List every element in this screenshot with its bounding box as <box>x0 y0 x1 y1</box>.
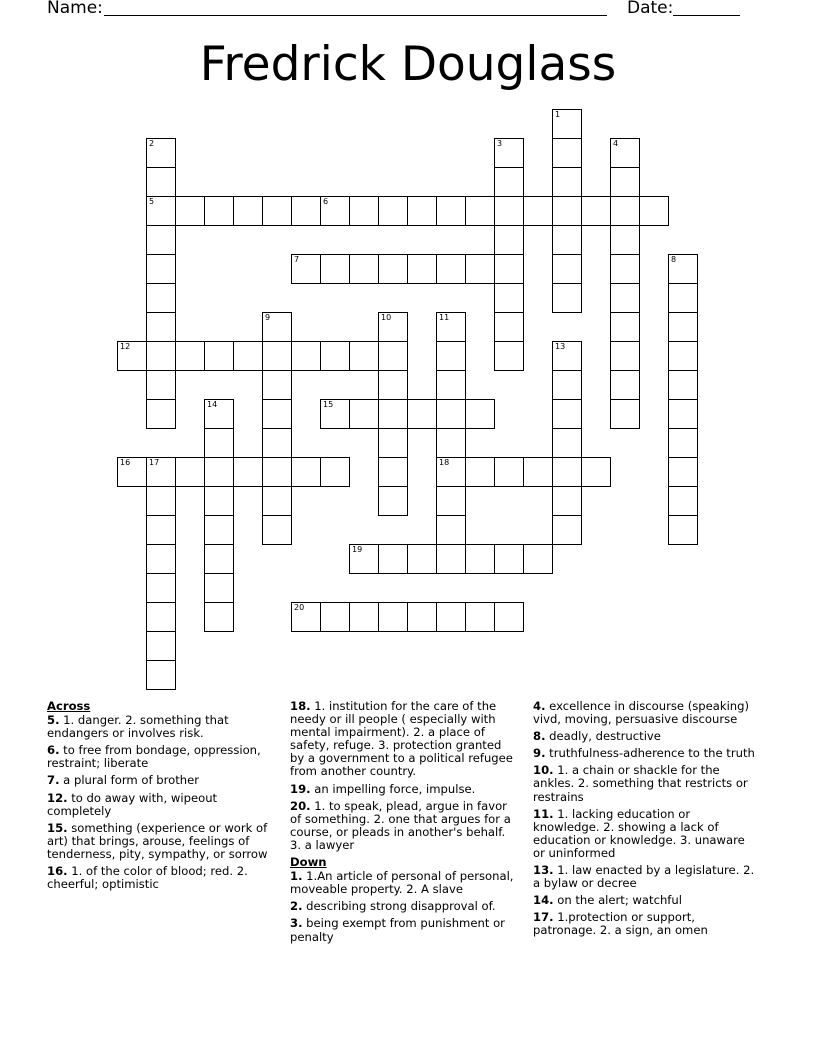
grid-cell[interactable] <box>668 399 698 429</box>
grid-cell[interactable] <box>320 341 350 371</box>
puzzle-title: Fredrick Douglass <box>199 37 617 92</box>
grid-cell[interactable] <box>610 283 640 313</box>
grid-cell[interactable] <box>204 602 234 632</box>
grid-cell[interactable] <box>349 254 379 284</box>
grid-cell[interactable] <box>407 602 437 632</box>
grid-cell[interactable] <box>552 167 582 197</box>
clue-number-label: 13. <box>533 863 554 878</box>
grid-cell[interactable] <box>465 399 495 429</box>
clue-number-label: 5. <box>47 713 60 728</box>
clue-number-label: 17. <box>533 910 554 925</box>
grid-cell[interactable] <box>378 428 408 458</box>
clue-number-label: 14. <box>533 893 554 908</box>
grid-cell[interactable] <box>407 196 437 226</box>
clue-number-label: 18. <box>290 699 311 713</box>
clue-item <box>290 800 515 852</box>
grid-cell[interactable] <box>204 486 234 516</box>
grid-cell[interactable] <box>436 254 466 284</box>
clue-item <box>533 808 758 860</box>
grid-cell[interactable] <box>262 341 292 371</box>
grid-cell[interactable] <box>291 196 321 226</box>
clue-item <box>533 730 758 743</box>
grid-cell[interactable] <box>581 457 611 487</box>
clue-number-label: 16. <box>47 864 68 879</box>
grid-cell[interactable] <box>639 196 669 226</box>
clue-number: 14 <box>207 400 218 409</box>
clue-number: 19 <box>352 545 363 554</box>
clue-number-label: 15. <box>47 820 68 835</box>
clue-text: truthfulness-adherence to the truth <box>549 746 755 761</box>
grid-cell[interactable] <box>378 486 408 516</box>
grid-cell[interactable] <box>407 254 437 284</box>
clue-column-3 <box>533 700 758 942</box>
grid-cell[interactable] <box>668 370 698 400</box>
clue-number-label: 12. <box>47 790 68 805</box>
grid-cell[interactable] <box>349 341 379 371</box>
grid-cell[interactable] <box>262 312 292 342</box>
grid-cell[interactable] <box>146 457 176 487</box>
grid-cell[interactable] <box>233 196 263 226</box>
clue-number-label: 19. <box>290 781 311 796</box>
grid-cell[interactable] <box>233 457 263 487</box>
grid-cell[interactable] <box>436 370 466 400</box>
grid-cell[interactable] <box>378 341 408 371</box>
clue-number: 17 <box>149 458 160 467</box>
clue-text: 1.protection or support, patronage. 2. a sign, an omen <box>533 910 708 938</box>
clue-number: 3 <box>497 139 503 148</box>
clue-text: 1. danger. 2. something that endangers or involves risk. <box>47 713 229 741</box>
grid-cell[interactable] <box>610 167 640 197</box>
grid-cell[interactable] <box>146 602 176 632</box>
grid-cell[interactable] <box>668 254 698 284</box>
grid-cell[interactable] <box>436 312 466 342</box>
clue-item <box>290 783 515 796</box>
clue-item <box>533 894 758 907</box>
grid-cell[interactable] <box>668 515 698 545</box>
grid-cell[interactable] <box>494 602 524 632</box>
clue-number: 12 <box>120 342 131 351</box>
grid-cell[interactable] <box>668 486 698 516</box>
grid-cell[interactable] <box>494 312 524 342</box>
clue-number-label: 8. <box>533 729 546 744</box>
grid-cell[interactable] <box>436 428 466 458</box>
clue-item <box>47 792 272 818</box>
grid-cell[interactable] <box>175 341 205 371</box>
clue-number: 5 <box>149 197 155 206</box>
grid-cell[interactable] <box>262 428 292 458</box>
clue-text: being exempt from punishment or penalty <box>290 916 505 944</box>
grid-cell[interactable] <box>146 660 176 690</box>
clue-text: a plural form of brother <box>63 773 200 788</box>
grid-cell[interactable] <box>146 515 176 545</box>
grid-cell[interactable] <box>320 196 350 226</box>
grid-cell[interactable] <box>204 573 234 603</box>
grid-cell[interactable] <box>552 254 582 284</box>
grid-cell[interactable] <box>320 399 350 429</box>
grid-cell[interactable] <box>668 428 698 458</box>
grid-cell[interactable] <box>581 196 611 226</box>
clue-number-label: 9. <box>533 746 546 761</box>
grid-cell[interactable] <box>378 457 408 487</box>
grid-cell[interactable] <box>465 457 495 487</box>
grid-cell[interactable] <box>523 457 553 487</box>
clue-number-label: 7. <box>47 773 60 788</box>
grid-cell[interactable] <box>146 370 176 400</box>
grid-cell[interactable] <box>291 457 321 487</box>
grid-cell[interactable] <box>523 544 553 574</box>
grid-cell[interactable] <box>262 196 292 226</box>
grid-cell[interactable] <box>146 167 176 197</box>
grid-cell[interactable] <box>378 312 408 342</box>
grid-cell[interactable] <box>378 544 408 574</box>
clue-text: to free from bondage, oppression, restraint; liberate <box>47 743 261 771</box>
grid-cell[interactable] <box>552 225 582 255</box>
clue-column-1 <box>47 700 272 895</box>
clue-number-label: 3. <box>290 916 303 931</box>
clue-item <box>47 774 272 787</box>
grid-cell[interactable] <box>436 486 466 516</box>
grid-cell[interactable] <box>175 457 205 487</box>
clue-text: 1. of the color of blood; red. 2. cheerful; optimistic <box>47 864 248 892</box>
grid-cell[interactable] <box>262 370 292 400</box>
clue-text: 1. law enacted by a legislature. 2. a bylaw or decree <box>533 863 755 891</box>
clue-item <box>290 870 515 896</box>
clue-text: an impelling force, impulse. <box>314 781 476 796</box>
grid-cell[interactable] <box>610 254 640 284</box>
clue-item <box>47 744 272 770</box>
clue-text: something (experience or work of art) that brings, arouse, feelings of tenderness, pity, sympathy, or sorrow <box>47 820 268 861</box>
grid-cell[interactable] <box>523 196 553 226</box>
clue-column-2 <box>290 700 515 948</box>
grid-cell[interactable] <box>552 486 582 516</box>
grid-cell[interactable] <box>552 109 582 139</box>
grid-cell[interactable] <box>436 602 466 632</box>
clue-item <box>290 700 515 779</box>
grid-cell[interactable] <box>291 341 321 371</box>
grid-cell[interactable] <box>552 370 582 400</box>
clue-text: 1. to speak, plead, argue in favor of something. 2. one that argues for a course, or pleads in another's behalf. 3. a lawyer <box>290 798 511 852</box>
grid-cell[interactable] <box>610 370 640 400</box>
grid-cell[interactable] <box>494 544 524 574</box>
grid-cell[interactable] <box>146 196 176 226</box>
grid-cell[interactable] <box>320 602 350 632</box>
clue-number: 7 <box>294 255 300 264</box>
clue-number: 13 <box>555 342 566 351</box>
grid-cell[interactable] <box>436 515 466 545</box>
grid-cell[interactable] <box>668 283 698 313</box>
clue-number: 8 <box>671 255 677 264</box>
grid-cell[interactable] <box>494 341 524 371</box>
clue-item <box>47 714 272 740</box>
clue-item <box>290 900 515 913</box>
grid-cell[interactable] <box>146 486 176 516</box>
clue-item <box>533 764 758 803</box>
grid-cell[interactable] <box>436 457 466 487</box>
clue-text: on the alert; watchful <box>557 893 682 908</box>
grid-cell[interactable] <box>117 341 147 371</box>
grid-cell[interactable] <box>668 341 698 371</box>
clue-item <box>533 864 758 890</box>
grid-cell[interactable] <box>204 544 234 574</box>
clue-number: 10 <box>381 313 392 322</box>
grid-cell[interactable] <box>436 341 466 371</box>
clue-number: 9 <box>265 313 271 322</box>
grid-cell[interactable] <box>378 370 408 400</box>
clue-item <box>47 822 272 861</box>
clue-item <box>533 700 758 726</box>
clue-number: 20 <box>294 603 305 612</box>
clue-text: excellence in discourse (speaking) vivd, moving, persuasive discourse <box>533 699 750 727</box>
grid-cell[interactable] <box>552 515 582 545</box>
grid-cell[interactable] <box>552 283 582 313</box>
name-label: Name: <box>47 0 103 18</box>
grid-cell[interactable] <box>610 341 640 371</box>
clue-number: 11 <box>439 313 450 322</box>
grid-cell[interactable] <box>378 399 408 429</box>
grid-cell[interactable] <box>291 602 321 632</box>
clue-item <box>533 747 758 760</box>
grid-cell[interactable] <box>494 254 524 284</box>
clue-number-label: 6. <box>47 743 60 758</box>
grid-cell[interactable] <box>378 254 408 284</box>
clue-number-label: 1. <box>290 869 303 884</box>
clue-number: 16 <box>120 458 131 467</box>
down-heading: Down <box>290 855 327 870</box>
grid-cell[interactable] <box>204 515 234 545</box>
clue-item <box>290 917 515 943</box>
grid-cell[interactable] <box>204 341 234 371</box>
grid-cell[interactable] <box>465 254 495 284</box>
grid-cell[interactable] <box>146 138 176 168</box>
clue-number-label: 20. <box>290 798 311 813</box>
clue-text: to do away with, wipeout completely <box>47 790 218 818</box>
grid-cell[interactable] <box>494 283 524 313</box>
grid-cell[interactable] <box>204 399 234 429</box>
grid-cell[interactable] <box>117 457 147 487</box>
grid-cell[interactable] <box>610 312 640 342</box>
grid-cell[interactable] <box>494 225 524 255</box>
clue-text: describing strong disapproval of. <box>306 899 496 914</box>
grid-cell[interactable] <box>349 196 379 226</box>
grid-cell[interactable] <box>349 602 379 632</box>
clue-number: 15 <box>323 400 334 409</box>
clue-number-label: 2. <box>290 899 303 914</box>
grid-cell[interactable] <box>465 602 495 632</box>
clue-number-label: 4. <box>533 699 546 713</box>
grid-cell[interactable] <box>668 312 698 342</box>
grid-cell[interactable] <box>378 602 408 632</box>
grid-cell[interactable] <box>146 544 176 574</box>
grid-cell[interactable] <box>378 196 408 226</box>
grid-cell[interactable] <box>465 544 495 574</box>
grid-cell[interactable] <box>494 196 524 226</box>
grid-cell[interactable] <box>349 544 379 574</box>
grid-cell[interactable] <box>204 196 234 226</box>
clue-number-label: 11. <box>533 806 554 821</box>
clue-text: 1.An article of personal of personal, moveable property. 2. A slave <box>290 869 514 897</box>
grid-cell[interactable] <box>146 283 176 313</box>
grid-cell[interactable] <box>407 544 437 574</box>
grid-cell[interactable] <box>552 457 582 487</box>
grid-cell[interactable] <box>204 457 234 487</box>
grid-cell[interactable] <box>291 254 321 284</box>
across-heading: Across <box>47 699 91 713</box>
grid-cell[interactable] <box>146 573 176 603</box>
grid-cell[interactable] <box>407 399 437 429</box>
grid-cell[interactable] <box>146 631 176 661</box>
grid-cell[interactable] <box>436 544 466 574</box>
grid-cell[interactable] <box>320 457 350 487</box>
grid-cell[interactable] <box>465 196 495 226</box>
clue-number: 1 <box>555 110 561 119</box>
clue-number: 4 <box>613 139 619 148</box>
clue-number: 2 <box>149 139 155 148</box>
clue-item <box>533 911 758 937</box>
grid-cell[interactable] <box>146 254 176 284</box>
grid-cell[interactable] <box>146 312 176 342</box>
clue-text: 1. lacking education or knowledge. 2. showing a lack of education or knowledge. 3. unaware or uninformed <box>533 806 745 860</box>
grid-cell[interactable] <box>262 486 292 516</box>
grid-cell[interactable] <box>349 399 379 429</box>
clue-number: 18 <box>439 458 450 467</box>
grid-cell[interactable] <box>668 457 698 487</box>
grid-cell[interactable] <box>436 399 466 429</box>
grid-cell[interactable] <box>552 341 582 371</box>
grid-cell[interactable] <box>262 399 292 429</box>
grid-cell[interactable] <box>552 428 582 458</box>
clue-number: 6 <box>323 197 329 206</box>
grid-cell[interactable] <box>320 254 350 284</box>
grid-cell[interactable] <box>610 225 640 255</box>
grid-cell[interactable] <box>146 225 176 255</box>
grid-cell[interactable] <box>552 138 582 168</box>
clue-text: 1. a chain or shackle for the ankles. 2. something that restricts or restrains <box>533 763 748 804</box>
clue-item <box>47 865 272 891</box>
grid-cell[interactable] <box>262 515 292 545</box>
grid-cell[interactable] <box>204 428 234 458</box>
grid-cell[interactable] <box>494 457 524 487</box>
grid-cell[interactable] <box>610 399 640 429</box>
grid-cell[interactable] <box>494 167 524 197</box>
grid-cell[interactable] <box>175 196 205 226</box>
clue-text: 1. institution for the care of the needy or ill people ( especially with mental impairment). 2. a place of safety, refuge. 3. protection granted by a government to a political refugee from another country. <box>290 699 513 779</box>
date-label: Date: <box>627 0 674 18</box>
grid-cell[interactable] <box>146 341 176 371</box>
grid-cell[interactable] <box>262 457 292 487</box>
grid-cell[interactable] <box>233 341 263 371</box>
clue-number-label: 10. <box>533 763 554 778</box>
grid-cell[interactable] <box>610 138 640 168</box>
grid-cell[interactable] <box>552 196 582 226</box>
grid-cell[interactable] <box>610 196 640 226</box>
grid-cell[interactable] <box>146 399 176 429</box>
grid-cell[interactable] <box>494 138 524 168</box>
grid-cell[interactable] <box>552 399 582 429</box>
grid-cell[interactable] <box>436 196 466 226</box>
clue-text: deadly, destructive <box>549 729 661 744</box>
